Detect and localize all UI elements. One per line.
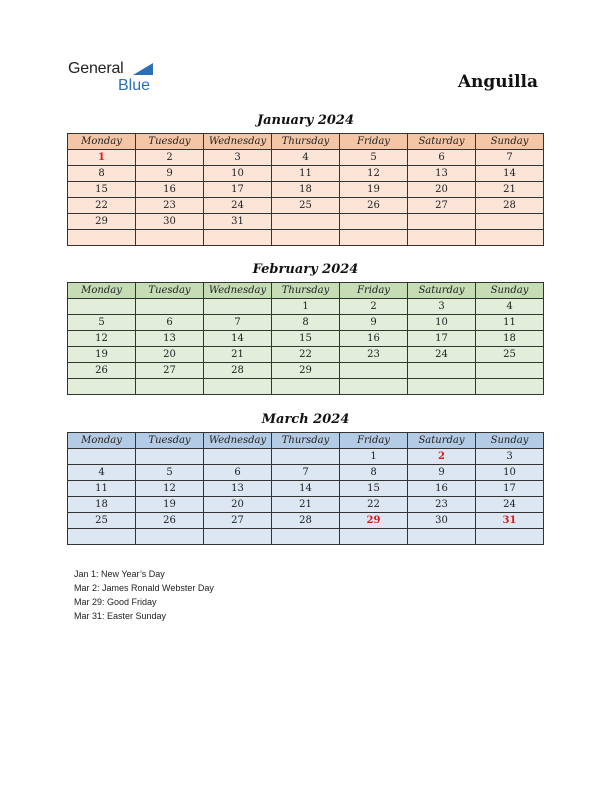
empty-day-cell (68, 379, 136, 395)
day-cell: 1 (272, 299, 340, 315)
day-cell: 30 (136, 214, 204, 230)
day-cell: 26 (68, 363, 136, 379)
day-cell: 12 (68, 331, 136, 347)
empty-day-cell (476, 214, 544, 230)
day-cell: 31 (204, 214, 272, 230)
day-cell: 28 (476, 198, 544, 214)
day-cell: 22 (340, 497, 408, 513)
empty-day-cell (272, 230, 340, 246)
week-row (68, 315, 544, 331)
country-title: Anguilla (457, 72, 538, 92)
calendar-march (67, 432, 544, 545)
week-row (68, 230, 544, 246)
day-cell: 12 (340, 166, 408, 182)
day-cell: 15 (68, 182, 136, 198)
empty-day-cell (204, 529, 272, 545)
day-cell: 14 (204, 331, 272, 347)
weekday-header-monday: Monday (68, 433, 136, 449)
day-cell: 27 (408, 198, 476, 214)
day-cell: 7 (476, 150, 544, 166)
empty-day-cell (68, 449, 136, 465)
day-cell: 11 (476, 315, 544, 331)
holiday-note: Mar 29: Good Friday (74, 597, 157, 607)
day-cell: 13 (136, 331, 204, 347)
week-row (68, 363, 544, 379)
day-cell: 19 (136, 497, 204, 513)
day-cell: 1 (68, 150, 136, 166)
weekday-header-monday: Monday (68, 283, 136, 299)
empty-day-cell (476, 230, 544, 246)
empty-day-cell (476, 363, 544, 379)
empty-day-cell (340, 230, 408, 246)
month-title-january: January 2024 (256, 113, 354, 128)
weekday-header-thursday: Thursday (272, 433, 340, 449)
empty-day-cell (204, 299, 272, 315)
calendar-february (67, 282, 544, 395)
day-cell: 21 (272, 497, 340, 513)
day-cell: 4 (476, 299, 544, 315)
empty-day-cell (340, 379, 408, 395)
weekday-header-friday: Friday (340, 134, 408, 150)
week-row (68, 449, 544, 465)
week-row (68, 331, 544, 347)
empty-day-cell (272, 379, 340, 395)
day-cell: 9 (408, 465, 476, 481)
weekday-header-tuesday: Tuesday (136, 134, 204, 150)
empty-day-cell (272, 529, 340, 545)
weekday-header-wednesday: Wednesday (204, 283, 272, 299)
day-cell: 21 (476, 182, 544, 198)
week-row (68, 299, 544, 315)
day-cell: 27 (204, 513, 272, 529)
day-cell: 10 (204, 166, 272, 182)
week-row (68, 529, 544, 545)
weekday-header-sunday: Sunday (476, 433, 544, 449)
day-cell: 17 (204, 182, 272, 198)
day-cell: 1 (340, 449, 408, 465)
day-cell: 26 (136, 513, 204, 529)
holiday-notes (74, 567, 214, 623)
day-cell: 11 (272, 166, 340, 182)
day-cell: 13 (408, 166, 476, 182)
empty-day-cell (136, 529, 204, 545)
weekday-header-saturday: Saturday (408, 433, 476, 449)
weekday-header-tuesday: Tuesday (136, 283, 204, 299)
holiday-note: Jan 1: New Year’s Day (74, 569, 165, 579)
week-row (68, 513, 544, 529)
day-cell: 15 (340, 481, 408, 497)
week-row (68, 347, 544, 363)
day-cell: 10 (476, 465, 544, 481)
weekday-header-thursday: Thursday (272, 283, 340, 299)
day-cell: 21 (204, 347, 272, 363)
day-cell: 28 (204, 363, 272, 379)
empty-day-cell (204, 230, 272, 246)
logo-text-general: General (68, 60, 124, 77)
day-cell: 24 (476, 497, 544, 513)
day-cell: 19 (68, 347, 136, 363)
day-cell: 5 (136, 465, 204, 481)
day-cell: 24 (408, 347, 476, 363)
weekday-header-row (68, 134, 544, 150)
empty-day-cell (68, 529, 136, 545)
day-cell: 7 (204, 315, 272, 331)
day-cell: 16 (340, 331, 408, 347)
holiday-note: Mar 2: James Ronald Webster Day (74, 583, 214, 593)
calendar-body (68, 449, 544, 545)
day-cell: 27 (136, 363, 204, 379)
week-row (68, 182, 544, 198)
month-title-march: March 2024 (261, 412, 350, 427)
day-cell: 13 (204, 481, 272, 497)
day-cell: 3 (204, 150, 272, 166)
empty-day-cell (340, 214, 408, 230)
empty-day-cell (340, 363, 408, 379)
day-cell: 4 (68, 465, 136, 481)
day-cell: 6 (408, 150, 476, 166)
weekday-header-sunday: Sunday (476, 283, 544, 299)
day-cell: 23 (340, 347, 408, 363)
week-row (68, 198, 544, 214)
day-cell: 23 (408, 497, 476, 513)
calendar-body (68, 299, 544, 395)
day-cell: 23 (136, 198, 204, 214)
day-cell: 2 (408, 449, 476, 465)
day-cell: 5 (340, 150, 408, 166)
day-cell: 29 (272, 363, 340, 379)
day-cell: 26 (340, 198, 408, 214)
week-row (68, 481, 544, 497)
day-cell: 18 (68, 497, 136, 513)
day-cell: 8 (272, 315, 340, 331)
weekday-header-sunday: Sunday (476, 134, 544, 150)
day-cell: 19 (340, 182, 408, 198)
day-cell: 3 (476, 449, 544, 465)
day-cell: 2 (340, 299, 408, 315)
day-cell: 16 (408, 481, 476, 497)
day-cell: 22 (272, 347, 340, 363)
empty-day-cell (408, 379, 476, 395)
weekday-header-friday: Friday (340, 433, 408, 449)
calendar-body (68, 150, 544, 246)
empty-day-cell (272, 214, 340, 230)
weekday-header-saturday: Saturday (408, 134, 476, 150)
month-title-february: February 2024 (252, 262, 359, 277)
empty-day-cell (136, 379, 204, 395)
day-cell: 25 (68, 513, 136, 529)
day-cell: 14 (476, 166, 544, 182)
day-cell: 25 (476, 347, 544, 363)
empty-day-cell (476, 529, 544, 545)
week-row (68, 465, 544, 481)
empty-day-cell (204, 379, 272, 395)
day-cell: 9 (340, 315, 408, 331)
empty-day-cell (340, 529, 408, 545)
empty-day-cell (136, 299, 204, 315)
weekday-header-saturday: Saturday (408, 283, 476, 299)
weekday-header-friday: Friday (340, 283, 408, 299)
day-cell: 18 (476, 331, 544, 347)
day-cell: 30 (408, 513, 476, 529)
day-cell: 6 (204, 465, 272, 481)
week-row (68, 379, 544, 395)
day-cell: 5 (68, 315, 136, 331)
day-cell: 8 (340, 465, 408, 481)
week-row (68, 214, 544, 230)
day-cell: 4 (272, 150, 340, 166)
day-cell: 6 (136, 315, 204, 331)
empty-day-cell (204, 449, 272, 465)
empty-day-cell (408, 529, 476, 545)
weekday-header-thursday: Thursday (272, 134, 340, 150)
week-row (68, 497, 544, 513)
empty-day-cell (136, 230, 204, 246)
day-cell: 20 (136, 347, 204, 363)
day-cell: 20 (204, 497, 272, 513)
day-cell: 17 (408, 331, 476, 347)
day-cell: 24 (204, 198, 272, 214)
day-cell: 31 (476, 513, 544, 529)
day-cell: 25 (272, 198, 340, 214)
day-cell: 28 (272, 513, 340, 529)
day-cell: 14 (272, 481, 340, 497)
week-row (68, 150, 544, 166)
day-cell: 3 (408, 299, 476, 315)
weekday-header-wednesday: Wednesday (204, 134, 272, 150)
day-cell: 16 (136, 182, 204, 198)
day-cell: 11 (68, 481, 136, 497)
weekday-header-tuesday: Tuesday (136, 433, 204, 449)
weekday-header-row (68, 433, 544, 449)
weekday-header-monday: Monday (68, 134, 136, 150)
day-cell: 17 (476, 481, 544, 497)
empty-day-cell (68, 230, 136, 246)
week-row (68, 166, 544, 182)
day-cell: 29 (68, 214, 136, 230)
day-cell: 7 (272, 465, 340, 481)
logo-text-blue: Blue (118, 77, 151, 94)
day-cell: 8 (68, 166, 136, 182)
empty-day-cell (408, 363, 476, 379)
empty-day-cell (272, 449, 340, 465)
calendar-january (67, 133, 544, 246)
empty-day-cell (476, 379, 544, 395)
empty-day-cell (68, 299, 136, 315)
day-cell: 20 (408, 182, 476, 198)
logo-triangle-icon (133, 63, 153, 75)
day-cell: 15 (272, 331, 340, 347)
weekday-header-row (68, 283, 544, 299)
generalblue-logo (68, 60, 168, 96)
day-cell: 22 (68, 198, 136, 214)
weekday-header-wednesday: Wednesday (204, 433, 272, 449)
empty-day-cell (408, 230, 476, 246)
day-cell: 29 (340, 513, 408, 529)
empty-day-cell (136, 449, 204, 465)
day-cell: 12 (136, 481, 204, 497)
day-cell: 2 (136, 150, 204, 166)
day-cell: 10 (408, 315, 476, 331)
day-cell: 9 (136, 166, 204, 182)
holiday-note: Mar 31: Easter Sunday (74, 611, 167, 621)
empty-day-cell (408, 214, 476, 230)
day-cell: 18 (272, 182, 340, 198)
